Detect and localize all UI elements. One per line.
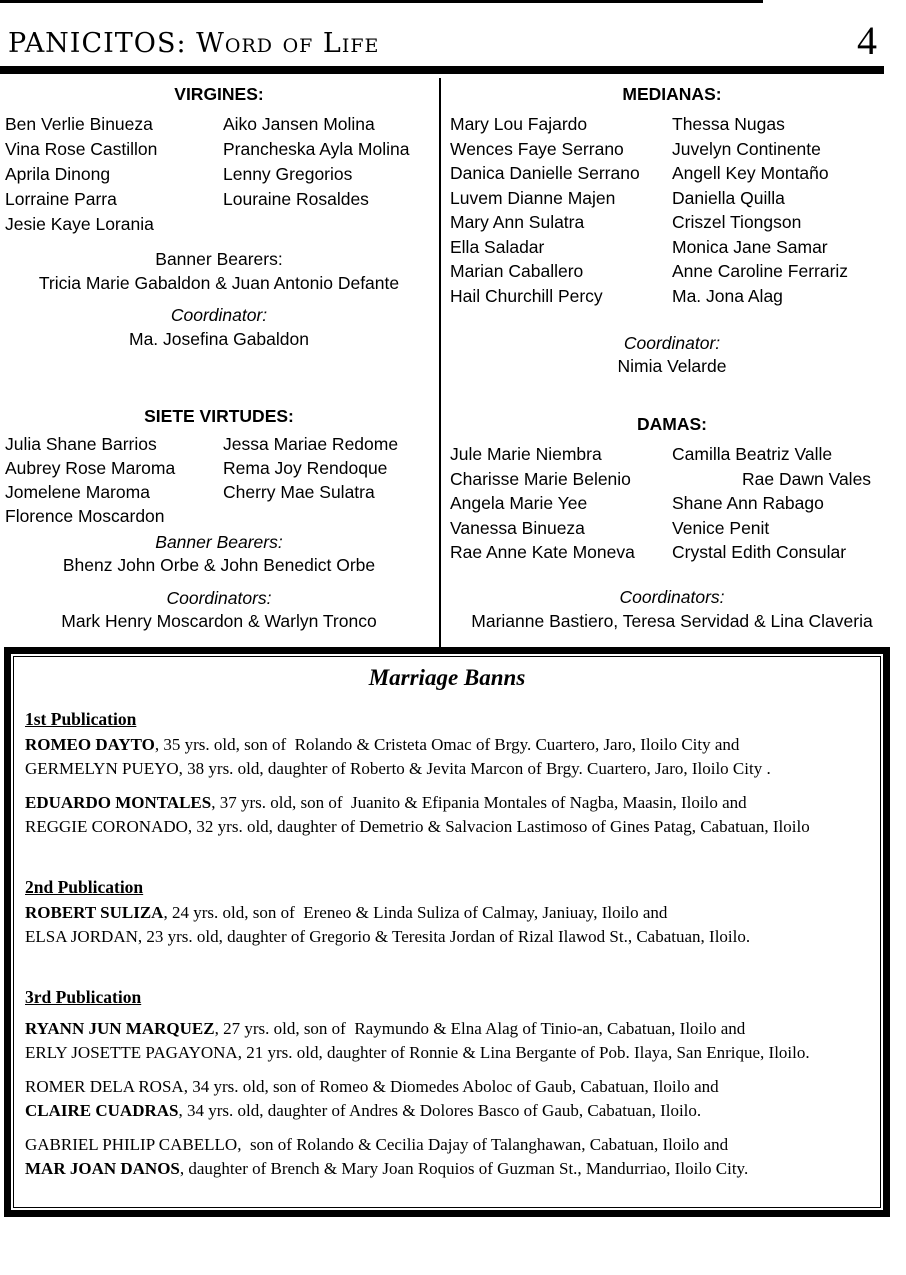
medianas-name-grid <box>442 112 902 308</box>
person-name: Monica Jane Samar <box>672 236 828 257</box>
banns-line <box>25 791 869 815</box>
person-name: Aprila Dinong <box>5 164 111 184</box>
banns-line-text: , daughter of Brench & Mary Joan Roquios of Guzman St., Mandurriao, Iloilo City. <box>179 1159 749 1178</box>
banns-entry <box>25 1075 869 1123</box>
person-name: Jessa Mariae Redome <box>223 434 399 454</box>
person-name: Daniella Quilla <box>672 187 785 208</box>
banns-entry <box>25 733 869 781</box>
virgines-name-grid <box>0 112 438 237</box>
person-name: ROMEO DAYTO <box>25 735 155 754</box>
person-name: Ma. Jona Alag <box>672 285 783 306</box>
banns-line <box>25 925 869 949</box>
publication-heading: 2nd Publication <box>25 877 144 897</box>
coordinator-names: Nimia Velarde <box>617 356 727 376</box>
name-list <box>442 442 672 565</box>
person-name: Crystal Edith Consular <box>672 542 847 562</box>
banns-line <box>25 1133 869 1157</box>
person-name: Florence Moscardon <box>5 506 165 526</box>
person-name: Jule Marie Niembra <box>450 444 602 464</box>
person-name: ELSA JORDAN <box>25 927 138 946</box>
person-name: Anne Caroline Ferrariz <box>672 261 849 281</box>
person-name: Jomelene Maroma <box>5 482 150 502</box>
person-name: Angela Marie Yee <box>450 493 588 513</box>
banns-title: Marriage Banns <box>368 665 526 690</box>
section-heading-damas: DAMAS: <box>637 414 707 434</box>
person-name: Wences Faye Serrano <box>450 138 624 159</box>
person-name: Camilla Beatriz Valle <box>672 444 833 464</box>
publication-heading: 1st Publication <box>25 709 137 729</box>
marriage-banns-inner-border <box>13 656 881 1208</box>
name-list <box>223 432 438 528</box>
banns-line-text: , son of Rolando & Cecilia Dajay of Talanghawan, Cabatuan, Iloilo and <box>237 1135 729 1154</box>
person-name: Lorraine Parra <box>5 189 117 209</box>
person-name: Cherry Mae Sulatra <box>223 482 375 502</box>
banns-line-text: , 23 yrs. old, daughter of Gregorio & Teresita Jordan of Rizal Ilawod St., Cabatuan, Iloilo. <box>137 927 751 946</box>
banns-line <box>25 1099 869 1123</box>
person-name: Charisse Marie Belenio <box>450 468 631 489</box>
coordinators-label: Coordinators: <box>619 586 725 607</box>
publication-heading: 3rd Publication <box>25 987 142 1007</box>
banns-line <box>25 733 869 757</box>
section-heading-siete-virtudes: SIETE VIRTUDES: <box>144 406 294 426</box>
banns-line-text: , 37 yrs. old, son of Juanito & Efipania Montales of Nagba, Maasin, Iloilo and <box>211 793 747 812</box>
person-name: Danica Danielle Serrano <box>450 163 640 183</box>
person-name: Vanessa Binueza <box>450 517 585 538</box>
page-title: PANICITOS: Word of Life <box>8 28 380 59</box>
right-column <box>442 84 902 633</box>
person-name: Juvelyn Continente <box>672 138 821 159</box>
person-name: ERLY JOSETTE PAGAYONA <box>25 1043 238 1062</box>
damas-name-grid <box>442 442 902 565</box>
banns-line <box>25 1017 869 1041</box>
banns-entry <box>25 791 869 839</box>
banns-line <box>25 1075 869 1099</box>
banns-line-text: , 27 yrs. old, son of Raymundo & Elna Alag of Tinio-an, Cabatuan, Iloilo and <box>214 1019 746 1038</box>
banns-line-text: , 24 yrs. old, son of Ereneo & Linda Suliza of Calmay, Janiuay, Iloilo and <box>163 903 668 922</box>
name-list <box>0 112 223 237</box>
person-name: Luvem Dianne Majen <box>450 187 616 208</box>
coordinators-names: Mark Henry Moscardon & Warlyn Tronco <box>61 611 377 631</box>
marriage-banns-box <box>4 647 890 1217</box>
banner-bearers-names: Bhenz John Orbe & John Benedict Orbe <box>62 555 376 575</box>
banns-entry <box>25 1017 869 1065</box>
person-name: CLAIRE CUADRAS <box>25 1101 179 1120</box>
coordinator-label: Coordinator: <box>170 305 268 325</box>
banns-line-text: , 34 yrs. old, daughter of Andres & Dolores Basco of Gaub, Cabatuan, Iloilo. <box>178 1101 702 1120</box>
name-list <box>672 442 902 565</box>
coordinator-names: Ma. Josefina Gabaldon <box>129 329 309 349</box>
banns-line <box>25 757 869 781</box>
banner-bearers-label: Banner Bearers: <box>155 532 283 552</box>
header-rule <box>0 66 884 74</box>
coordinators-label: Coordinators: <box>166 588 272 608</box>
person-name: Thessa Nugas <box>672 114 785 134</box>
publication-block <box>25 707 869 839</box>
person-name: Venice Penit <box>672 517 770 538</box>
person-name: Rae Dawn Vales <box>742 468 872 489</box>
banns-line <box>25 901 869 925</box>
left-column <box>0 84 438 633</box>
section-heading-virgines: VIRGINES: <box>174 84 264 104</box>
person-name: Angell Key Montaño <box>672 163 829 183</box>
person-name: Rema Joy Rendoque <box>223 458 388 478</box>
banns-line <box>25 1157 869 1181</box>
person-name: Vina Rose Castillon <box>5 139 158 159</box>
banns-line-text: , 35 yrs. old, son of Rolando & Cristeta Omac of Brgy. Cuartero, Jaro, Iloilo City and <box>154 735 740 754</box>
banns-line-text: , 34 yrs. old, son of Romeo & Diomedes Aboloc of Gaub, Cabatuan, Iloilo and <box>183 1077 719 1096</box>
banner-bearers-label: Banner Bearers: <box>155 249 283 269</box>
person-name: Ella Saladar <box>450 236 545 257</box>
person-name: RYANN JUN MARQUEZ <box>25 1019 215 1038</box>
person-name: Criszel Tiongson <box>672 212 802 232</box>
person-name: Shane Ann Rabago <box>672 493 824 513</box>
person-name: ROMER DELA ROSA <box>25 1077 184 1096</box>
marriage-banns-outer-border <box>4 647 890 1217</box>
publication-block <box>25 985 869 1181</box>
person-name: Ben Verlie Binueza <box>5 114 153 134</box>
banns-line-text: , 21 yrs. old, daughter of Ronnie & Lina Bergante of Pob. Ilaya, San Enrique, Iloilo. <box>237 1043 810 1062</box>
person-name: Julia Shane Barrios <box>5 434 157 454</box>
top-edge-rule <box>0 0 763 3</box>
person-name: Lenny Gregorios <box>223 164 353 184</box>
banner-bearers-names: Tricia Marie Gabaldon & Juan Antonio Defante <box>38 273 400 293</box>
person-name: REGGIE CORONADO <box>25 817 188 836</box>
person-name: GERMELYN PUEYO <box>25 759 179 778</box>
person-name: ROBERT SULIZA <box>25 903 164 922</box>
name-list <box>442 112 672 308</box>
name-list <box>672 112 902 308</box>
name-list <box>223 112 438 237</box>
banns-line-text: , 38 yrs. old, daughter of Roberto & Jevita Marcon of Brgy. Cuartero, Jaro, Iloilo City . <box>178 759 771 778</box>
publication-block <box>25 875 869 949</box>
person-name: Aiko Jansen Molina <box>223 114 375 134</box>
banns-publications <box>25 707 869 1181</box>
person-name: Hail Churchill Percy <box>450 285 603 306</box>
banns-entry <box>25 1133 869 1181</box>
person-name: MAR JOAN DANOS <box>25 1159 180 1178</box>
banns-line-text: , 32 yrs. old, daughter of Demetrio & Salvacion Lastimoso of Gines Patag, Cabatuan, Iloilo <box>187 817 810 836</box>
banns-entry <box>25 901 869 949</box>
person-name: Mary Ann Sulatra <box>450 212 585 232</box>
name-list <box>0 432 223 528</box>
banns-line <box>25 1041 869 1065</box>
person-name: Marian Caballero <box>450 261 584 281</box>
person-name: Louraine Rosaldes <box>223 189 369 209</box>
column-divider <box>439 78 441 648</box>
coordinators-names: Marianne Bastiero, Teresa Servidad & Lina Claveria <box>471 610 873 631</box>
person-name: GABRIEL PHILIP CABELLO <box>25 1135 238 1154</box>
person-name: EDUARDO MONTALES <box>25 793 212 812</box>
page-number: 4 <box>857 18 877 63</box>
siete-virtudes-name-grid <box>0 432 438 528</box>
banns-line <box>25 815 869 839</box>
person-name: Jesie Kaye Lorania <box>5 214 154 234</box>
person-name: Rae Anne Kate Moneva <box>450 542 635 562</box>
person-name: Prancheska Ayla Molina <box>223 139 410 159</box>
coordinator-label: Coordinator: <box>623 333 721 353</box>
person-name: Aubrey Rose Maroma <box>5 458 176 478</box>
section-heading-medianas: MEDIANAS: <box>622 84 722 104</box>
person-name: Mary Lou Fajardo <box>450 114 588 134</box>
